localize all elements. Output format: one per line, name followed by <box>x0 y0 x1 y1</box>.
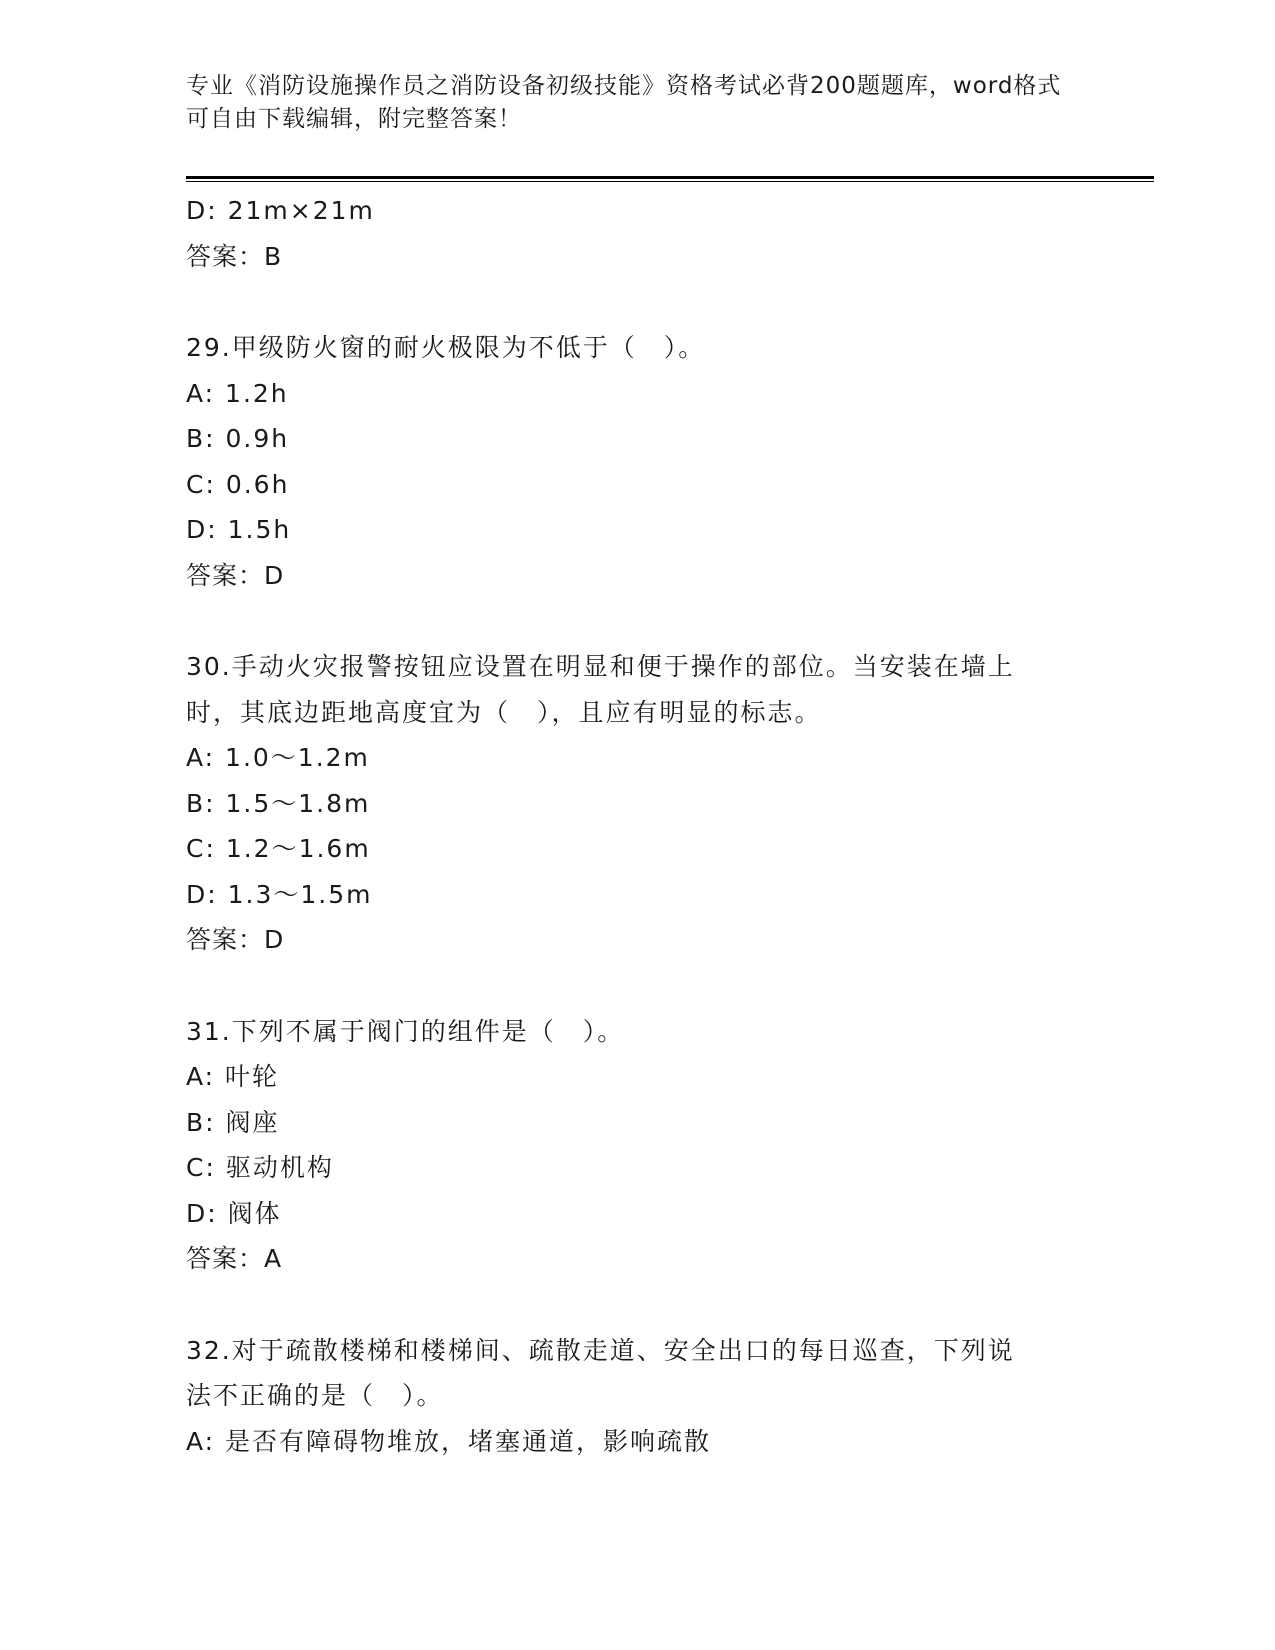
q30-answer: 答案：D <box>186 925 285 954</box>
prev-answer: 答案：B <box>186 241 283 271</box>
q31-option-a: A: 叶轮 <box>186 1062 280 1091</box>
q31-option-b: B: 阀座 <box>186 1107 280 1137</box>
q29-option-b: B: 0.9h <box>186 424 290 453</box>
q29-option-a: A: 1.2h <box>186 378 289 408</box>
q30-question-line2: 时，其底边距地高度宜为（ ），且应有明显的标志。 <box>186 697 822 727</box>
spacer <box>186 1282 1086 1328</box>
spacer <box>186 279 1086 325</box>
header-rule-thick <box>186 176 1154 179</box>
q29-option-c: C: 0.6h <box>186 469 290 499</box>
q29-question: 29.甲级防火窗的耐火极限为不低于（ ）。 <box>186 333 706 362</box>
page-header: 专业《消防设施操作员之消防设备初级技能》资格考试必背200题题库，word格式可自由下载编辑，附完整答案！ <box>186 73 1062 132</box>
prev-option-d: D: 21m×21m <box>186 196 375 225</box>
q30-option-b: B: 1.5～1.8m <box>186 788 371 818</box>
q29-option-d: D: 1.5h <box>186 515 292 544</box>
q31-answer: 答案：A <box>186 1244 283 1273</box>
q29-answer: 答案：D <box>186 560 285 590</box>
q30-option-d: D: 1.3～1.5m <box>186 879 373 909</box>
q30-question-line1: 30.手动火灾报警按钮应设置在明显和便于操作的部位。当安装在墙上 <box>186 652 1015 681</box>
q32-option-a: A: 是否有障碍物堆放，堵塞通道，影响疏散 <box>186 1426 712 1456</box>
question-content <box>186 188 1086 1464</box>
q31-question: 31.下列不属于阀门的组件是（ ）。 <box>186 1016 625 1046</box>
spacer <box>186 963 1086 1009</box>
q30-option-a: A: 1.0～1.2m <box>186 743 370 772</box>
header-rule-thin <box>186 181 1154 182</box>
q31-option-c: C: 驱动机构 <box>186 1153 334 1182</box>
spacer <box>186 598 1086 644</box>
q30-option-c: C: 1.2～1.6m <box>186 834 371 863</box>
q32-question-line1: 32.对于疏散楼梯和楼梯间、疏散走道、安全出口的每日巡查，下列说 <box>186 1335 1015 1365</box>
q31-option-d: D: 阀体 <box>186 1198 282 1228</box>
q32-question-line2: 法不正确的是（ ）。 <box>186 1381 444 1410</box>
